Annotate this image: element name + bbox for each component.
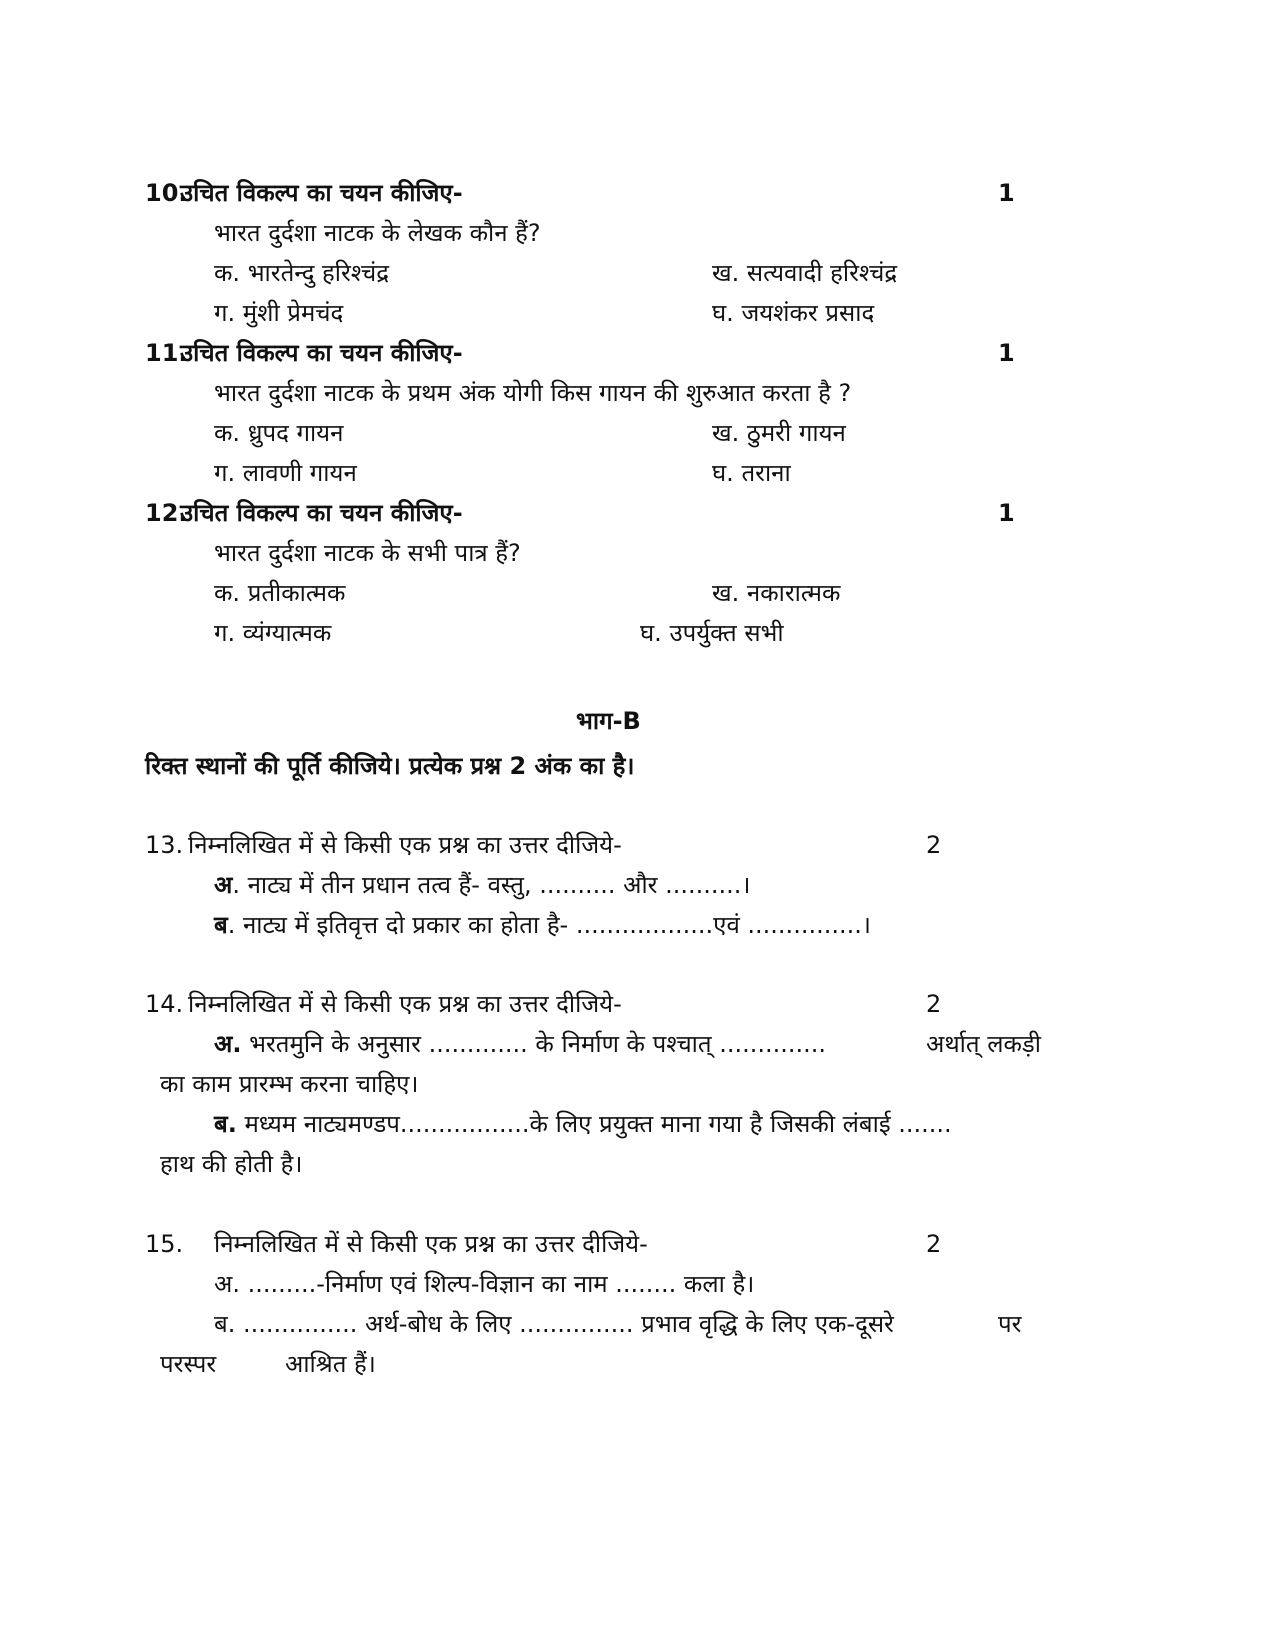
q12-option-a: क. प्रतीकात्मक (214, 579, 346, 607)
q10-heading: उचित विकल्प का चयन कीजिए- (180, 179, 463, 207)
q14-part-b-text: मध्यम नाट्यमण्डप.................के लिए प्रयुक्त माना गया है जिसकी लंबाई ....... (244, 1110, 952, 1138)
q14-part-a-text: भरतमुनि के अनुसार ............. के निर्माण के पश्चात् .............. (249, 1030, 827, 1058)
q13-part-b-text: . नाट्य में इतिवृत्त दो प्रकार का होता है- ..................एवं ...............। (227, 911, 871, 939)
q10-option-b: ख. सत्यवादी हरिश्चंद्र (712, 259, 898, 287)
q12-option-b: ख. नकारात्मक (712, 579, 841, 607)
q11-number: 11. (145, 339, 188, 367)
q15-heading: निम्नलिखित में से किसी एक प्रश्न का उत्तर दीजिये- (214, 1230, 648, 1258)
q14-part-a-right: अर्थात् लकड़ी (926, 1030, 1041, 1058)
q15-part-b: ब. ............... अर्थ-बोध के लिए ............... प्रभाव वृद्धि के लिए एक-दूसरे (214, 1310, 894, 1338)
q10-question: भारत दुर्दशा नाटक के लेखक कौन हैं? (214, 219, 541, 247)
q13-part-b-label: ब (214, 911, 228, 939)
q13-part-a-label: अ (214, 871, 233, 899)
q10-marks: 1 (998, 179, 1015, 207)
q12-option-d: घ. उपर्युक्त सभी (640, 619, 784, 647)
q14-part-a-continued: का काम प्रारम्भ करना चाहिए। (160, 1070, 419, 1098)
q13-part-a-text: . नाट्य में तीन प्रधान तत्व हैं- वस्तु, .......... और ..........। (232, 871, 751, 899)
section-instruction: रिक्त स्थानों की पूर्ति कीजिये। प्रत्येक प्रश्न 2 अंक का है। (145, 752, 635, 780)
q10-option-d: घ. जयशंकर प्रसाद (712, 299, 875, 327)
q14-part-a (214, 1028, 826, 1060)
q14-part-a-label: अ. (214, 1030, 242, 1058)
q10-option-a: क. भारतेन्दु हरिश्चंद्र (214, 259, 390, 287)
q10-number: 10. (145, 179, 188, 207)
q11-heading: उचित विकल्प का चयन कीजिए- (180, 339, 463, 367)
q10-option-c: ग. मुंशी प्रेमचंद (214, 299, 344, 327)
q11-marks: 1 (998, 339, 1015, 367)
q14-part-b-label: ब. (214, 1110, 237, 1138)
q15-number: 15. (145, 1230, 184, 1258)
q14-part-b-continued: हाथ की होती है। (160, 1150, 303, 1178)
q11-option-a: क. ध्रुपद गायन (214, 419, 344, 447)
q11-question: भारत दुर्दशा नाटक के प्रथम अंक योगी किस गायन की शुरुआत करता है ? (214, 379, 852, 407)
q11-option-d: घ. तराना (712, 459, 791, 487)
q13-number: 13. (145, 831, 184, 859)
q13-part-b (214, 909, 871, 941)
q15-part-b-right: पर (998, 1310, 1022, 1338)
q15-part-b-continued-2: आश्रित हैं। (285, 1350, 376, 1378)
q14-marks: 2 (926, 990, 942, 1018)
q14-number: 14. (145, 990, 184, 1018)
q13-marks: 2 (926, 831, 942, 859)
q13-part-a (214, 869, 751, 901)
q12-heading: उचित विकल्प का चयन कीजिए- (180, 499, 463, 527)
q11-option-b: ख. ठुमरी गायन (712, 419, 846, 447)
q15-marks: 2 (926, 1230, 942, 1258)
q12-number: 12. (145, 499, 188, 527)
q12-marks: 1 (998, 499, 1015, 527)
q11-option-c: ग. लावणी गायन (214, 459, 357, 487)
q14-heading: निम्नलिखित में से किसी एक प्रश्न का उत्तर दीजिये- (188, 990, 622, 1018)
q15-part-a: अ. .........-निर्माण एवं शिल्प-विज्ञान का नाम ........ कला है। (214, 1270, 755, 1298)
q12-question: भारत दुर्दशा नाटक के सभी पात्र हैं? (214, 539, 521, 567)
q12-option-c: ग. व्यंग्यात्मक (214, 619, 332, 647)
section-title: भाग-B (576, 707, 641, 735)
q14-part-b (214, 1108, 952, 1140)
q15-part-b-continued-1: परस्पर (160, 1350, 217, 1378)
q13-heading: निम्नलिखित में से किसी एक प्रश्न का उत्तर दीजिये- (188, 831, 622, 859)
